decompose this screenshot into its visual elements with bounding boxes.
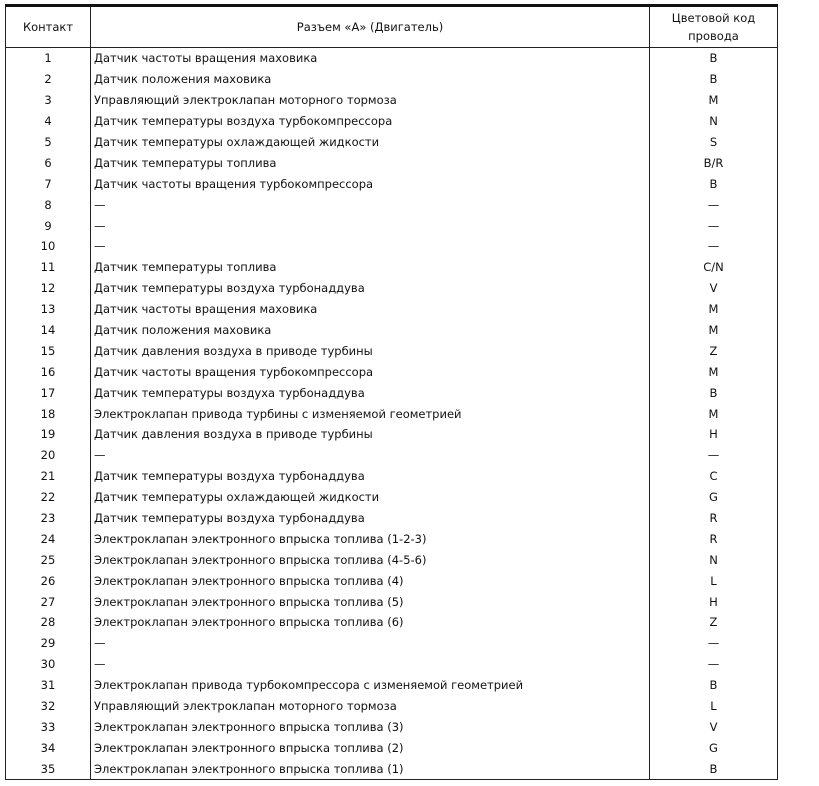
contact-number: 2 (6, 69, 91, 90)
pin-description: — (91, 236, 650, 257)
wire-color-code: B/R (650, 152, 778, 173)
pin-description: Датчик температуры воздуха турбонаддува (91, 278, 650, 299)
pin-description: — (91, 215, 650, 236)
table-row (6, 487, 778, 508)
contact-number: 3 (6, 90, 91, 111)
wire-color-code: M (650, 320, 778, 341)
wire-color-code: — (650, 654, 778, 675)
table-body (6, 48, 778, 780)
table-row (6, 737, 778, 758)
table-row (6, 173, 778, 194)
table-row (6, 424, 778, 445)
table-row (6, 320, 778, 341)
wire-color-code: R (650, 508, 778, 529)
pin-description: Датчик температуры топлива (91, 257, 650, 278)
pin-description: Датчик частоты вращения турбокомпрессора (91, 173, 650, 194)
pin-description: Электроклапан электронного впрыска топлива (5) (91, 591, 650, 612)
pin-description: Датчик частоты вращения маховика (91, 299, 650, 320)
wire-color-code: C (650, 466, 778, 487)
wire-color-code: B (650, 173, 778, 194)
contact-number: 15 (6, 340, 91, 361)
pin-description: Датчик положения маховика (91, 69, 650, 90)
pin-description: Электроклапан электронного впрыска топлива (2) (91, 737, 650, 758)
wire-color-code: — (650, 445, 778, 466)
contact-number: 31 (6, 675, 91, 696)
table-row (6, 236, 778, 257)
pin-description: Электроклапан электронного впрыска топлива (6) (91, 612, 650, 633)
table-row (6, 717, 778, 738)
contact-number: 18 (6, 403, 91, 424)
table-row (6, 466, 778, 487)
wire-color-code: Z (650, 612, 778, 633)
table-row (6, 361, 778, 382)
table-row (6, 549, 778, 570)
table-row (6, 675, 778, 696)
table-row (6, 612, 778, 633)
table-row (6, 152, 778, 173)
wire-color-code: N (650, 111, 778, 132)
connector-pinout-table (5, 4, 778, 780)
pin-description: Датчик температуры охлаждающей жидкости (91, 132, 650, 153)
table-row (6, 570, 778, 591)
table-row (6, 528, 778, 549)
wire-color-code: — (650, 194, 778, 215)
pin-description: Управляющий электроклапан моторного тормоза (91, 696, 650, 717)
pin-description: Электроклапан электронного впрыска топлива (4) (91, 570, 650, 591)
contact-number: 17 (6, 382, 91, 403)
pin-description: Электроклапан электронного впрыска топлива (1) (91, 758, 650, 779)
contact-number: 28 (6, 612, 91, 633)
wire-color-code: L (650, 570, 778, 591)
contact-number: 13 (6, 299, 91, 320)
contact-number: 8 (6, 194, 91, 215)
contact-number: 27 (6, 591, 91, 612)
contact-number: 22 (6, 487, 91, 508)
table-row (6, 696, 778, 717)
wire-color-code: G (650, 737, 778, 758)
contact-number: 11 (6, 257, 91, 278)
pin-description: Датчик давления воздуха в приводе турбины (91, 424, 650, 445)
contact-number: 21 (6, 466, 91, 487)
wire-color-code: M (650, 361, 778, 382)
contact-number: 16 (6, 361, 91, 382)
wire-color-code: Z (650, 340, 778, 361)
pin-description: Датчик частоты вращения маховика (91, 48, 650, 69)
pin-description: Датчик температуры воздуха турбонаддува (91, 508, 650, 529)
wire-color-code: G (650, 487, 778, 508)
wire-color-code: — (650, 633, 778, 654)
contact-number: 4 (6, 111, 91, 132)
pin-description: — (91, 445, 650, 466)
pin-description: Электроклапан привода турбины с изменяемой геометрией (91, 403, 650, 424)
pin-description: Датчик давления воздуха в приводе турбины (91, 340, 650, 361)
wire-color-code: L (650, 696, 778, 717)
contact-number: 6 (6, 152, 91, 173)
table-row (6, 69, 778, 90)
table-row (6, 90, 778, 111)
wire-color-code: R (650, 528, 778, 549)
pin-description: — (91, 633, 650, 654)
wire-color-code: B (650, 675, 778, 696)
header-contact: Контакт (6, 6, 91, 48)
contact-number: 20 (6, 445, 91, 466)
wire-color-code: — (650, 236, 778, 257)
table-row (6, 299, 778, 320)
table-row (6, 48, 778, 69)
wire-color-code: — (650, 215, 778, 236)
pin-description: Датчик положения маховика (91, 320, 650, 341)
pin-description: Датчик температуры воздуха турбокомпрессора (91, 111, 650, 132)
pin-description: Электроклапан электронного впрыска топлива (1-2-3) (91, 528, 650, 549)
header-color-code: Цветовой код провода (650, 6, 778, 48)
pin-description: Электроклапан электронного впрыска топлива (4-5-6) (91, 549, 650, 570)
contact-number: 12 (6, 278, 91, 299)
wire-color-code: M (650, 90, 778, 111)
table-row (6, 654, 778, 675)
contact-number: 34 (6, 737, 91, 758)
contact-number: 19 (6, 424, 91, 445)
contact-number: 5 (6, 132, 91, 153)
contact-number: 30 (6, 654, 91, 675)
wire-color-code: M (650, 403, 778, 424)
wire-color-code: C/N (650, 257, 778, 278)
wire-color-code: B (650, 382, 778, 403)
contact-number: 35 (6, 758, 91, 779)
table-row (6, 633, 778, 654)
table-row (6, 508, 778, 529)
pin-description: Датчик частоты вращения турбокомпрессора (91, 361, 650, 382)
contact-number: 9 (6, 215, 91, 236)
wire-color-code: N (650, 549, 778, 570)
table-row (6, 758, 778, 779)
wire-color-code: B (650, 69, 778, 90)
header-connector: Разъем «А» (Двигатель) (91, 6, 650, 48)
pin-description: — (91, 654, 650, 675)
wire-color-code: B (650, 48, 778, 69)
table-header-row (6, 6, 778, 48)
contact-number: 23 (6, 508, 91, 529)
pin-description: Электроклапан электронного впрыска топлива (3) (91, 717, 650, 738)
wire-color-code: V (650, 717, 778, 738)
contact-number: 26 (6, 570, 91, 591)
pin-description: — (91, 194, 650, 215)
contact-number: 32 (6, 696, 91, 717)
pin-description: Датчик температуры воздуха турбонаддува (91, 466, 650, 487)
table-row (6, 591, 778, 612)
table-row (6, 194, 778, 215)
table-row (6, 215, 778, 236)
contact-number: 33 (6, 717, 91, 738)
contact-number: 7 (6, 173, 91, 194)
pin-description: Датчик температуры воздуха турбонаддува (91, 382, 650, 403)
pin-description: Управляющий электроклапан моторного тормоза (91, 90, 650, 111)
table-row (6, 340, 778, 361)
table-row (6, 257, 778, 278)
pin-description: Датчик температуры топлива (91, 152, 650, 173)
wire-color-code: H (650, 424, 778, 445)
contact-number: 24 (6, 528, 91, 549)
contact-number: 10 (6, 236, 91, 257)
table-row (6, 445, 778, 466)
pin-description: Электроклапан привода турбокомпрессора с изменяемой геометрией (91, 675, 650, 696)
wire-color-code: V (650, 278, 778, 299)
wire-color-code: M (650, 299, 778, 320)
table-row (6, 403, 778, 424)
pin-description: Датчик температуры охлаждающей жидкости (91, 487, 650, 508)
table-row (6, 132, 778, 153)
table-row (6, 278, 778, 299)
contact-number: 14 (6, 320, 91, 341)
wire-color-code: H (650, 591, 778, 612)
table-row (6, 111, 778, 132)
contact-number: 1 (6, 48, 91, 69)
contact-number: 29 (6, 633, 91, 654)
wire-color-code: B (650, 758, 778, 779)
wire-color-code: S (650, 132, 778, 153)
table-row (6, 382, 778, 403)
contact-number: 25 (6, 549, 91, 570)
